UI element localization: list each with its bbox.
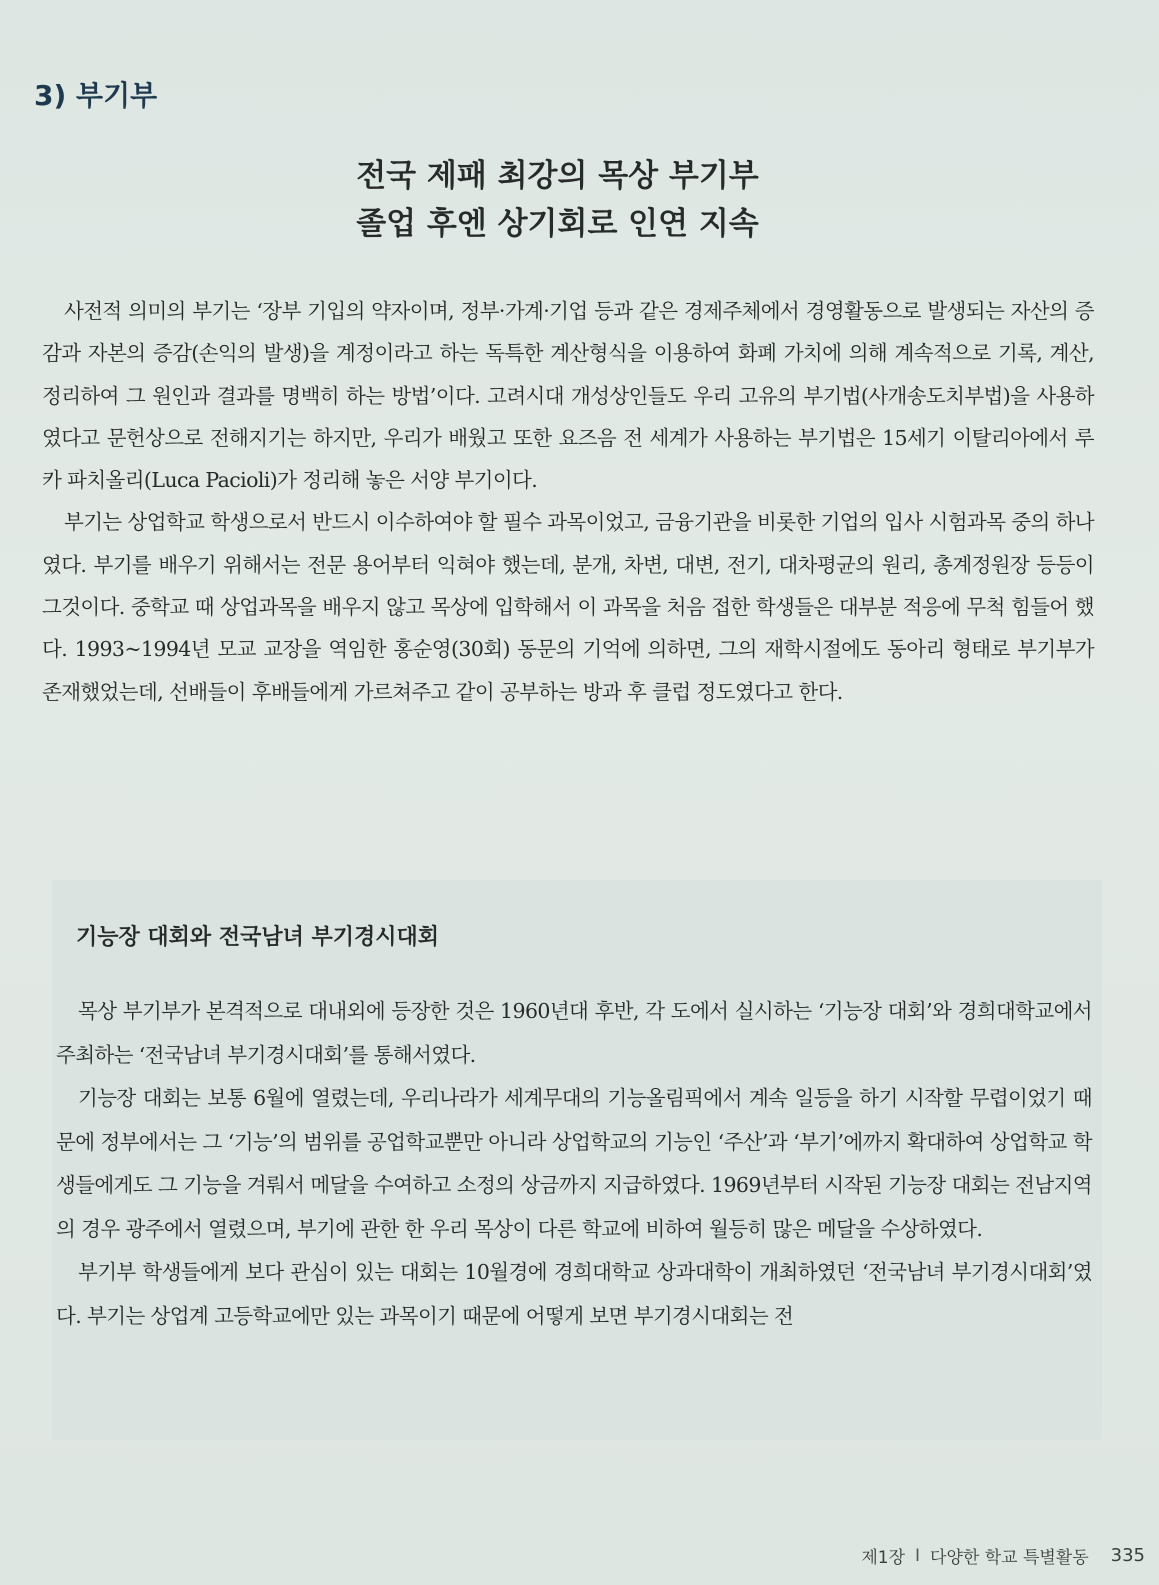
headline-line-2: 졸업 후엔 상기회로 인연 지속	[356, 206, 759, 242]
article-headline	[0, 152, 1115, 248]
page-number: 335	[1110, 1545, 1145, 1566]
headline-line-1: 전국 제패 최강의 목상 부기부	[356, 158, 759, 194]
article-body	[42, 290, 1094, 713]
footer-title: 다양한 학교 특별활동	[930, 1548, 1089, 1568]
page-footer	[861, 1543, 1145, 1568]
paragraph: 부기는 상업학교 학생으로서 반드시 이수하여야 할 필수 과목이었고, 금융기관을 비롯한 기업의 입사 시험과목 중의 하나였다. 부기를 배우기 위해서는 전문 용어부터 익혀야 했는데, 분개, 차변, 대변, 전기, 대차평균의 원리, 총계정원장 등등이 그것이다. 중학교 때 상업과목을 배우지 않고 목상에 입학해서 이 과목을 처음 접한 학생들은 대부분 적응에 무척 힘들어 했다. 1993~1994년 모교 교장을 역임한 홍순영(30회) 동문의 기억에 의하면, 그의 재학시절에도 동아리 형태로 부기부가 존재했었는데, 선배들이 후배들에게 가르쳐주고 같이 공부하는 방과 후 클럽 정도였다고 한다.	[42, 510, 1094, 704]
footer-separator: I	[915, 1545, 921, 1566]
footer-chapter: 제1장	[861, 1548, 906, 1568]
subsection-heading: 기능장 대회와 전국남녀 부기경시대회	[76, 925, 440, 950]
paragraph: 목상 부기부가 본격적으로 대내외에 등장한 것은 1960년대 후반, 각 도에서 실시하는 ‘기능장 대회’와 경희대학교에서 주최하는 ‘전국남녀 부기경시대회’를 통해서였다.	[56, 999, 1092, 1067]
subsection-body	[56, 990, 1092, 1338]
paragraph: 기능장 대회는 보통 6월에 열렸는데, 우리나라가 세계무대의 기능올림픽에서 계속 일등을 하기 시작할 무렵이었기 때문에 정부에서는 그 ‘기능’의 범위를 공업학교뿐만 아니라 상업학교의 기능인 ‘주산’과 ‘부기’에까지 확대하여 상업학교 학생들에게도 그 기능을 겨뤄서 메달을 수여하고 소정의 상금까지 지급하였다. 1969년부터 시작된 기능장 대회는 전남지역의 경우 광주에서 열렸으며, 부기에 관한 한 우리 목상이 다른 학교에 비하여 월등히 많은 메달을 수상하였다.	[56, 1086, 1092, 1241]
paragraph: 부기부 학생들에게 보다 관심이 있는 대회는 10월경에 경희대학교 상과대학이 개최하였던 ‘전국남녀 부기경시대회’였다. 부기는 상업계 고등학교에만 있는 과목이기 때문에 어떻게 보면 부기경시대회는 전	[56, 1260, 1092, 1328]
paragraph: 사전적 의미의 부기는 ‘장부 기입의 약자이며, 정부·가계·기업 등과 같은 경제주체에서 경영활동으로 발생되는 자산의 증감과 자본의 증감(손익의 발생)을 계정이라고 하는 독특한 계산형식을 이용하여 화폐 가치에 의해 계속적으로 기록, 계산, 정리하여 그 원인과 결과를 명백히 하는 방법’이다. 고려시대 개성상인들도 우리 고유의 부기법(사개송도치부법)을 사용하였다고 문헌상으로 전해지기는 하지만, 우리가 배웠고 또한 요즈음 전 세계가 사용하는 부기법은 15세기 이탈리아에서 루카 파치올리(Luca Pacioli)가 정리해 놓은 서양 부기이다.	[42, 299, 1094, 493]
section-heading: 3) 부기부	[34, 79, 158, 112]
